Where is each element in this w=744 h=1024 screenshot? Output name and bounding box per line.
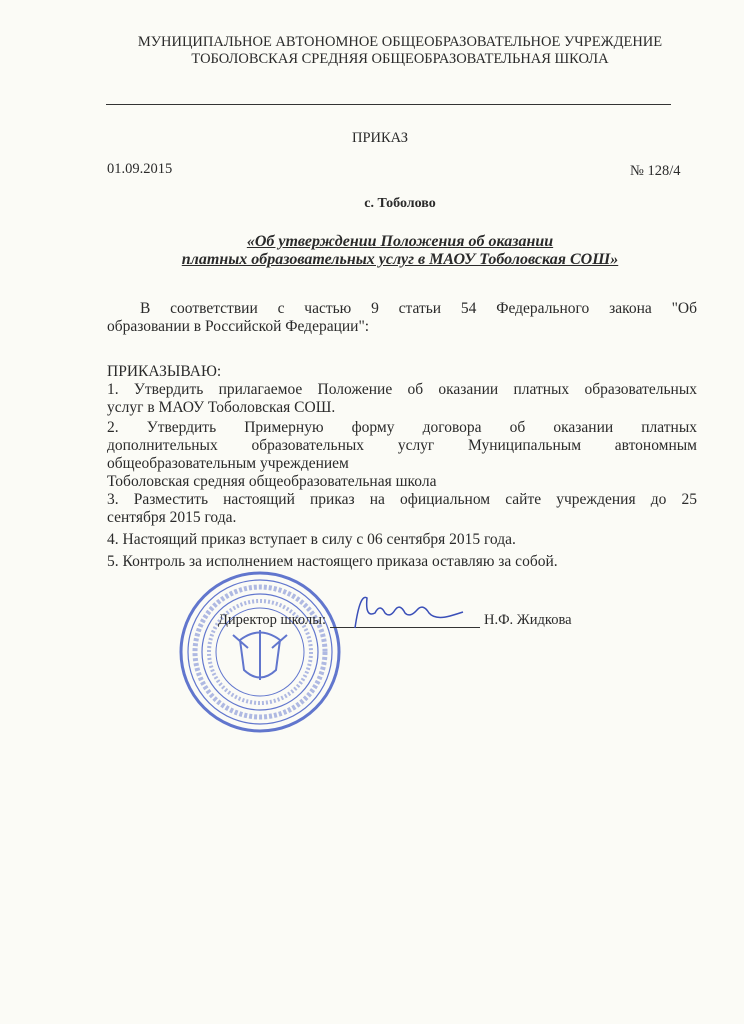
item-1-line2: услуг в МАОУ Тоболовская СОШ.	[107, 399, 336, 416]
document-date: 01.09.2015	[107, 161, 173, 177]
item-1-line1: 1. Утвердить прилагаемое Положение об оказании платных образовательных	[107, 381, 697, 398]
item-5: 5. Контроль за исполнением настоящего приказа оставляю за собой.	[107, 553, 558, 570]
signer-name: Н.Ф. Жидкова	[484, 612, 572, 628]
preamble-line2: образовании в Российской Федерации":	[107, 318, 370, 335]
document-place: с. Тоболово	[364, 196, 436, 211]
signature-role: Директор школы:	[218, 612, 326, 628]
header-divider	[106, 104, 671, 105]
item-3-line1: 3. Разместить настоящий приказ на официальном сайте учреждения до 25	[107, 491, 697, 508]
order-body	[107, 363, 697, 571]
document-title-line2	[100, 250, 700, 269]
preamble-line1: В соответствии с частью 9 статьи 54 Федерального закона "Об	[140, 300, 697, 317]
item-2-line4: Тоболовская средняя общеобразовательная школа	[107, 473, 437, 490]
order-word: ПРИКАЗЫВАЮ:	[107, 363, 222, 380]
preamble	[107, 300, 697, 336]
item-3-line2: сентября 2015 года.	[107, 509, 237, 526]
document-title-line1	[100, 232, 700, 251]
title-text-2: платных образовательных услуг в МАОУ Тоболовская СОШ»	[181, 251, 619, 268]
item-4: 4. Настоящий приказ вступает в силу с 06 сентября 2015 года.	[107, 531, 516, 548]
handwritten-signature	[325, 588, 465, 633]
item-2-line3: общеобразовательным учреждением	[107, 455, 349, 472]
document-number: № 128/4	[630, 163, 681, 179]
document-type: ПРИКАЗ	[352, 130, 409, 146]
institution-name-line1: МУНИЦИПАЛЬНОЕ АВТОНОМНОЕ ОБЩЕОБРАЗОВАТЕЛЬНОЕ УЧРЕЖДЕНИЕ	[137, 34, 663, 50]
item-2-line2: дополнительных образовательных услуг Муниципальным автономным	[107, 437, 697, 454]
item-2-line1: 2. Утвердить Примерную форму договора об оказании платных	[107, 419, 697, 436]
title-text-1: «Об утверждении Положения об оказании	[246, 233, 554, 250]
institution-name-line2: ТОБОЛОВСКАЯ СРЕДНЯЯ ОБЩЕОБРАЗОВАТЕЛЬНАЯ ШКОЛА	[191, 51, 609, 67]
official-stamp	[178, 570, 343, 735]
